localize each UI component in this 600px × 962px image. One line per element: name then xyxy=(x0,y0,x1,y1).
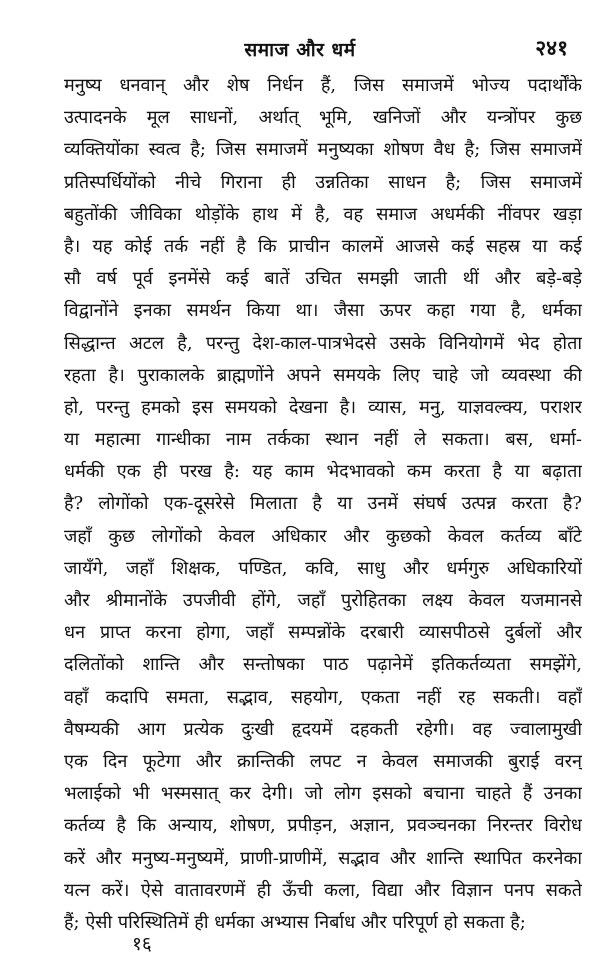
text-line: भलाईको भी भस्मसात् कर देगी। जो लोग इसको बचाना चाहते हैं उनका xyxy=(64,783,582,805)
text-line: दलितोंको शान्ति और सन्तोषका पाठ पढ़ानेमें इतिकर्तव्यता समझेंगे, xyxy=(64,654,582,676)
text-line: वैषम्यकी आग प्रत्येक दुःखी हृदयमें दहकती रहेगी। वह ज्वालामुखी xyxy=(64,718,582,740)
text-line: हैं; ऐसी परिस्थितिमें ही धर्मका अभ्यास निर्बाध और परिपूर्ण हो सकता है; xyxy=(64,911,526,933)
page-header xyxy=(0,34,600,64)
text-line: रहता है। पुराकालके ब्राह्मणोंने अपने समयके लिए चाहे जो व्यवस्था की xyxy=(64,364,582,386)
text-line: मनुष्य धनवान् और शेष निर्धन हैं, जिस समाजमें भोज्य पदार्थोंके xyxy=(64,75,582,96)
text-line: वहाँ कदापि समता, सद्भाव, सहयोग, एकता नहीं रह सकती। वहाँ xyxy=(64,686,582,708)
text-line: है? लोगोंको एक-दूसरेसे मिलाता है या उनमें संघर्ष उत्पन्न करता है? xyxy=(64,493,582,515)
text-line: सिद्धान्त अटल है, परन्तु देश-काल-पात्रभेदसे उसके विनियोगमें भेद होता xyxy=(64,332,582,354)
text-line: हो, परन्तु हमको इस समयको देखना है। व्यास, मनु, याज्ञवल्क्य, पराशर xyxy=(64,396,582,418)
text-line: विद्वानोंने इनका समर्थन किया था। जैसा ऊपर कहा गया है, धर्मका xyxy=(64,300,582,322)
running-title: समाज और धर्म xyxy=(244,39,356,61)
page-number: २४१ xyxy=(535,35,568,60)
text-line: धन प्राप्त करना होगा, जहाँ सम्पन्नोंके दरबारी व्यासपीठसे दुर्बलों और xyxy=(64,622,582,644)
signature-mark: १६ xyxy=(132,933,152,955)
text-line: प्रतिस्पर्धियोंको नीचे गिराना ही उन्नतिका साधन है; जिस समाजमें xyxy=(64,171,582,193)
text-line: धर्मकी एक ही परख है: यह काम भेदभावको कम करता है या बढ़ाता xyxy=(64,461,582,483)
text-line: एक दिन फूटेगा और क्रान्तिकी लपट न केवल समाजकी बुराई वरन् xyxy=(64,750,582,772)
body-text xyxy=(64,70,582,939)
text-line: या महात्मा गान्धीका नाम तर्कका स्थान नहीं ले सकता। बस, धर्मा- xyxy=(64,429,582,451)
text-line: जहाँ कुछ लोगोंको केवल अधिकार और कुछको केवल कर्तव्य बाँटे xyxy=(64,525,582,547)
text-line: सौ वर्ष पूर्व इनमेंसे कई बातें उचित समझी जाती थीं और बड़े-बड़े xyxy=(64,268,582,290)
text-line: कर्तव्य है कि अन्याय, शोषण, प्रपीड़न, अज्ञान, प्रवञ्चनका निरन्तर विरोध xyxy=(64,815,582,837)
text-line: करें और मनुष्य-मनुष्यमें, प्राणी-प्राणीमें, सद्भाव और शान्ति स्थापित करनेका xyxy=(64,847,582,869)
text-line: बहुतोंकी जीविका थोड़ोंके हाथ में है, वह समाज अधर्मकी नींवपर खड़ा xyxy=(64,203,582,225)
text-line: जायँगे, जहाँ शिक्षक, पण्डित, कवि, साधु और धर्मगुरु अधिकारियों xyxy=(64,557,582,579)
text-line: व्यक्तियोंका स्वत्व है; जिस समाजमें मनुष्यका शोषण वैध है; जिस समाजमें xyxy=(64,139,582,161)
text-line: है। यह कोई तर्क नहीं है कि प्राचीन कालमें आजसे कई सहस्र या कई xyxy=(64,235,582,257)
text-line: उत्पादनके मूल साधनों, अर्थात् भूमि, खनिजों और यन्त्रोंपर कुछ xyxy=(64,107,582,129)
text-line: यत्न करें। ऐसे वातावरणमें ही ऊँची कला, विद्या और विज्ञान पनप सकते xyxy=(64,879,582,901)
text-line: और श्रीमानोंके उपजीवी होंगे, जहाँ पुरोहितका लक्ष्य केवल यजमानसे xyxy=(64,590,582,611)
